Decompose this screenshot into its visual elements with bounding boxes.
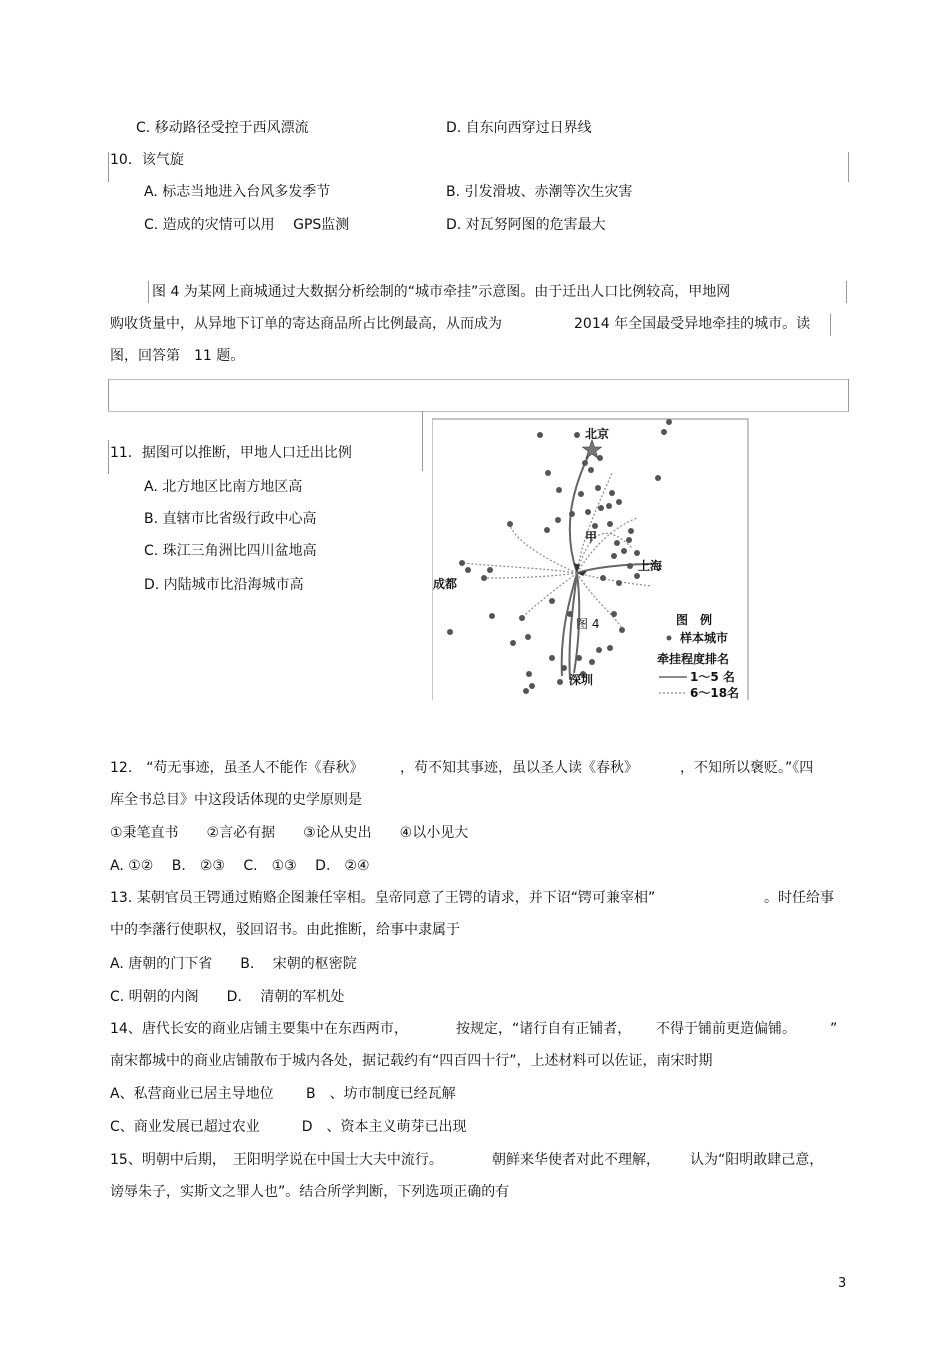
page-number: 3 [838, 1276, 847, 1291]
map-legend [657, 612, 739, 700]
q14-line-1d: ” [830, 1021, 838, 1037]
sample-city-dots [447, 419, 672, 694]
scan-border-right [830, 314, 831, 336]
q10-option-d: D. 对瓦努阿图的危害最大 [446, 217, 606, 233]
legend-title: 图 例 [676, 613, 713, 627]
figure-caption: 图 4 [576, 617, 600, 631]
q14-line-2: 南宋都城中的商业店铺散布于城内各处，据记载约有“四百四十行”，上述材料可以佐证，南宋时期 [110, 1053, 713, 1069]
scan-border-right [848, 379, 849, 411]
q12-line-1a: 12. “苟无事迹，虽圣人不能作《春秋》 [110, 760, 364, 776]
label-jia: 甲 [585, 530, 598, 544]
legend-sample-city: 样本城市 [680, 631, 729, 645]
intro-line-2b: 2014 年全国最受异地牵挂的城市。读 [574, 316, 811, 332]
scan-border-left [108, 152, 109, 182]
scan-border-left [148, 281, 149, 303]
q10-option-c: C. 造成的灾情可以用 GPS监测 [144, 217, 350, 233]
q12-line-1b: ，苟不知其事迹，虽以圣人读《春秋》 [400, 760, 638, 776]
q10-stem: 10．该气旋 [110, 152, 184, 168]
q13-line-1a: 13. 某朝官员王锷通过贿赂企图兼任宰相。皇帝同意了王锷的请求，并下诏“锷可兼宰相” [110, 890, 656, 906]
q10-option-a: A. 标志当地进入台风多发季节 [144, 184, 331, 200]
q11-option-a: A. 北方地区比南方地区高 [144, 479, 303, 495]
q11-option-b: B. 直辖市比省级行政中心高 [144, 511, 317, 527]
q13-options-ab: A. 唐朝的门下省 B. 宋朝的枢密院 [110, 956, 357, 972]
city-concern-map [432, 418, 750, 700]
intro-line-3: 图，回答第 11 题。 [110, 348, 245, 364]
q10-option-b: B. 引发滑坡、赤潮等次生灾害 [446, 184, 633, 200]
q11-option-c: C. 珠江三角洲比四川盆地高 [144, 543, 317, 559]
legend-rank-title: 牵挂程度排名 [657, 652, 730, 666]
scan-border-left [108, 379, 109, 411]
q15-line-1a: 15、明朝中后期， 王阳明学说在中国士大夫中流行。 [110, 1152, 443, 1168]
label-chengdu: 成都 [433, 577, 458, 591]
q14-line-1a: 14、唐代长安的商业店铺主要集中在东西两市， [110, 1021, 408, 1037]
scan-border-right [846, 281, 847, 303]
q14-options-ab: A、私营商业已居主导地位 B 、坊市制度已经瓦解 [110, 1086, 456, 1102]
q11-option-d: D. 内陆城市比沿海城市高 [144, 577, 304, 593]
label-shanghai: 上海 [638, 559, 663, 573]
q15-line-2: 谤辱朱子，实斯文之罪人也”。结合所学判断，下列选项正确的有 [110, 1184, 510, 1200]
q12-line-1c: ，不知所以褒贬。”《四 [680, 760, 814, 776]
q14-line-1b: 按规定，“诸行自有正铺者， [456, 1021, 632, 1037]
q9-option-d: D. 自东向西穿过日界线 [446, 120, 592, 136]
legend-dot-icon [667, 636, 672, 641]
q15-line-1b: 朝鲜来华使者对此不理解， [492, 1152, 660, 1168]
q15-line-1c: 认为“阳明敢肆己意， [690, 1152, 824, 1168]
q14-line-1c: 不得于铺前更造偏铺。 [656, 1021, 796, 1037]
scan-border-top [108, 379, 849, 380]
q13-options-cd: C. 明朝的内阁 D. 清朝的军机处 [110, 989, 345, 1005]
q14-options-cd: C、商业发展已超过农业 D 、资本主义萌芽已出现 [110, 1119, 467, 1135]
q12-line-2: 库全书总目》中这段话体现的史学原则是 [110, 792, 362, 808]
scan-border-left [108, 440, 109, 474]
intro-line-1: 图 4 为某网上商城通过大数据分析绘制的“城市牵挂”示意图。由于迁出人口比例较高，甲地网 [152, 284, 731, 300]
legend-rank-1-5: 1～5 名 [690, 670, 735, 684]
legend-rank-6-18: 6～18名 [690, 686, 740, 700]
q13-line-1b: 。时任给事 [764, 890, 834, 906]
q11-stem: 11．据图可以推断，甲地人口迁出比例 [110, 445, 352, 461]
label-beijing: 北京 [585, 427, 610, 441]
q13-line-2: 中的李藩行使职权，驳回诏书。由此推断，给事中隶属于 [110, 922, 460, 938]
q12-choices: A. ①② B. ②③ C. ①③ D. ②④ [110, 858, 370, 874]
q12-items: ①秉笔直书 ②言必有据 ③论从史出 ④以小见大 [110, 825, 469, 841]
q9-option-c: C. 移动路径受控于西风漂流 [136, 120, 309, 136]
scan-border-bottom [108, 411, 849, 412]
intro-line-2a: 购收货量中，从异地下订单的寄达商品所占比例最高，从而成为 [110, 316, 502, 332]
label-shenzhen: 深圳 [569, 673, 594, 687]
scan-border-right [848, 152, 849, 182]
scan-border-mid [422, 411, 423, 471]
